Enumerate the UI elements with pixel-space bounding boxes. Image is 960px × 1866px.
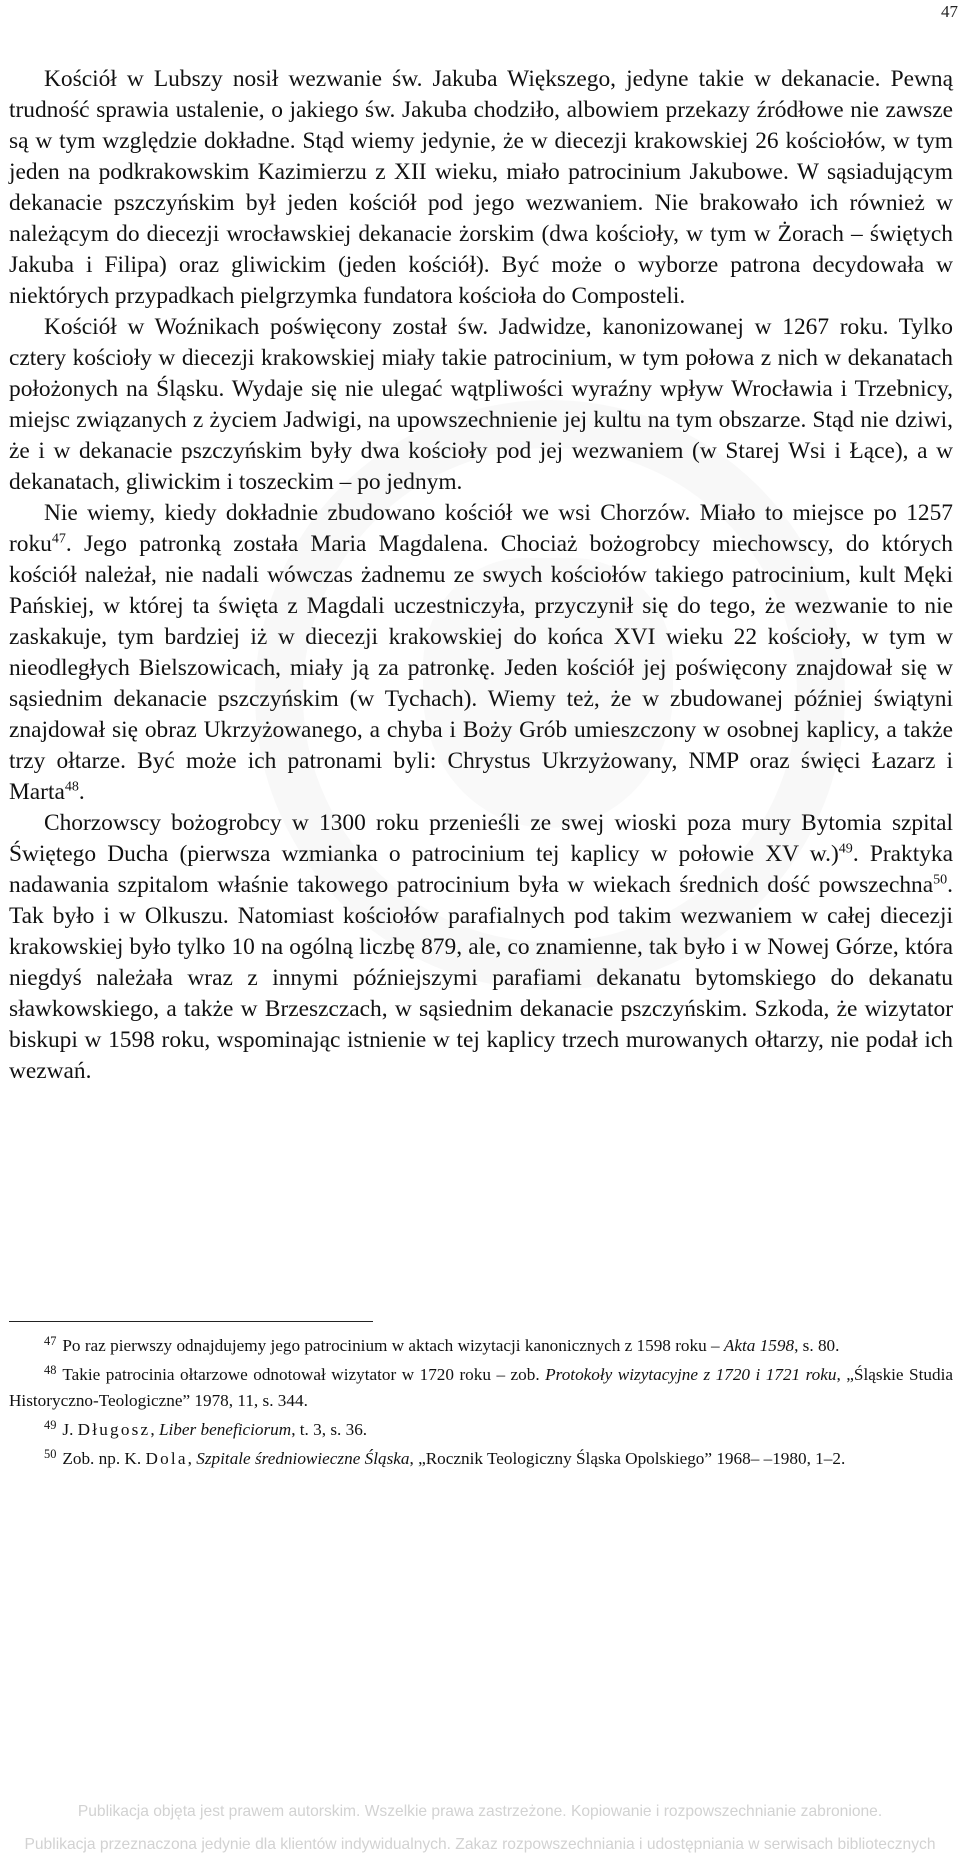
footnote-text-segment: , „Śląskie Studia Historyczno-Teologiczne” 1978, 11, s. 344.	[9, 1365, 953, 1410]
footnote-text-segment: Po raz pierwszy odnajdujemy jego patrocinium w aktach wizytacji kanonicznych z 1598 roku –	[62, 1336, 724, 1355]
copyright-notice-line-1: Publikacja objęta jest prawem autorskim. Wszelkie prawa zastrzeżone. Kopiowanie i rozpowszechnianie zabronione.	[77, 1803, 883, 1820]
copyright-notice-line-2: Publikacja przeznaczona jedynie dla klientów indywidualnych. Zakaz rozpowszechniania i udostępniania w serwisach bibliotecznych	[24, 1836, 936, 1853]
text-segment: Kościół w Woźnikach poświęcony został św. Jadwidze, kanonizowanej w 1267 roku. Tylko cztery kościoły w diecezji krakowskiej miały takie patrocinium, w tym połowa z nich w dekanatach położonych na Śląsku. Wydaje się nie ulegać wątpliwości wyraźny wpływ Wrocławia i Trzebnicy, miejsc związanych z życiem Jadwigi, na upowszechnienie jej kultu na tym obszarze. Stąd nie dziwi, że i w dekanacie pszczyńskim były dwa kościoły pod jej wezwaniem (w Starej Wsi i Łące), a w dekanatach, gliwickim i toszeckim – po jednym.	[9, 314, 953, 495]
footnote-text-segment: Zob. np. K.	[62, 1449, 146, 1468]
paragraph	[9, 498, 953, 808]
footnote-number: 47	[44, 1333, 57, 1348]
text-segment: Chorzowscy bożogrobcy w 1300 roku przenieśli ze swej wioski poza mury Bytomia szpital Świętego Ducha (pierwsza wzmianka o patrocinium tej kaplicy w połowie XV w.)	[9, 810, 953, 867]
text-segment: Nie wiemy, kiedy dokładnie zbudowano kościół we wsi Chorzów. Miało to miejsce po 1257 roku	[9, 500, 953, 557]
footnote-text-segment: Protokoły wizytacyjne z 1720 i 1721 roku	[545, 1365, 837, 1384]
footnote-number: 48	[44, 1362, 57, 1377]
footnote-ref: 47	[51, 530, 66, 547]
footnote-text-segment: Takie patrocinia ołtarzowe odnotował wizytator w 1720 roku – zob.	[62, 1365, 546, 1384]
footnotes	[9, 1333, 953, 1475]
footnote-text-segment: , t. 3, s. 36.	[291, 1420, 368, 1439]
text-segment: . Tak było i w Olkuszu. Natomiast kościołów parafialnych pod takim wezwaniem w całej diecezji krakowskiej było tylko 10 na ogólną liczbę 879, ale, co znamienne, tak było i w Nowej Górze, która niegdyś należała wraz z innymi późniejszymi parafiami dekanatu bytomskiego do dekanatu sławkowskiego, a także w Brzeszczach, w sąsiednim dekanacie pszczyńskim. Szkoda, że wizytator biskupi w 1598 roku, wspominając istnienie w tej kaplicy trzech murowanych ołtarzy, nie podał ich wezwań.	[9, 872, 953, 1084]
text-segment: . Jego patronką została Maria Magdalena. Chociaż bożogrobcy miechowscy, do których kościół należał, nie nadali wówczas żadnemu ze swych kościołów takiego patrocinium, kult Męki Pańskiej, w której ta święta z Magdali uczestniczyła, przyczynił się do tego, że wezwanie to nie zaskakuje, tym bardziej iż w diecezji krakowskiej do końca XVI wieku 22 kościoły, w tym w nieodległych Bielszowicach, miały ją za patronkę. Jeden kościół jej poświęcony znajdował się w sąsiednim dekanacie pszczyńskim (w Tychach). Wiemy też, że w zbudowanej później świątyni znajdował się obraz Ukrzyżowanego, a chyba i Boży Grób umieszczony w osobnej kaplicy, a także trzy ołtarze. Być może ich patronami byli: Chrystus Ukrzyżowany, NMP oraz święci Łazarz i Marta	[9, 531, 953, 805]
footnote-text-segment: Dola	[145, 1449, 188, 1468]
footnote-text-segment: , s. 80.	[794, 1336, 840, 1355]
paragraph	[9, 312, 953, 498]
footnote-text-segment: J.	[62, 1420, 78, 1439]
footnote-text-segment: Liber beneficiorum	[158, 1420, 292, 1439]
text-segment: .	[78, 779, 85, 805]
footnote-separator	[9, 1321, 373, 1322]
footnote-text-segment: , „Rocznik Teologiczny Śląska Opolskiego” 1968– –1980, 1–2.	[409, 1449, 846, 1468]
paragraph	[9, 808, 953, 1087]
footnote-48	[9, 1362, 953, 1414]
text-segment: . Praktyka nadawania szpitalom właśnie takowego patrocinium była w wiekach średnich dość powszechna	[9, 841, 953, 898]
paragraph	[9, 64, 953, 312]
main-text	[9, 64, 953, 1087]
footnote-text-segment: ,	[187, 1449, 197, 1468]
footnote-number: 50	[44, 1446, 57, 1461]
footnote-ref: 50	[933, 871, 948, 888]
footnote-50	[9, 1446, 953, 1472]
footnote-ref: 48	[64, 778, 79, 795]
page-number: 47	[941, 2, 958, 21]
text-segment: Kościół w Lubszy nosił wezwanie św. Jakuba Większego, jedyne takie w dekanacie. Pewną trudność sprawia ustalenie, o jakiego św. Jakuba chodziło, albowiem przekazy źródłowe nie zawsze są w tym względzie dokładne. Stąd wiemy jedynie, że w diecezji krakowskiej 26 kościołów, w tym jeden na podkrakowskim Kazimierzu z XII wieku, miało patrocinium Jakubowe. W sąsiadującym dekanacie pszczyńskim był jeden kościół pod jego wezwaniem. Nie brakowało ich również w należącym do diecezji wrocławskiej dekanacie żorskim (dwa kościoły, w tym w Żorach – świętych Jakuba i Filipa) oraz gliwickim (jeden kościół). Być może o wyborze patrona decydowała w niektórych przypadkach pielgrzymka fundatora kościoła do Composteli.	[9, 66, 953, 309]
footnote-text-segment: ,	[150, 1420, 159, 1439]
footnote-text-segment: Akta 1598	[723, 1336, 795, 1355]
footnote-47	[9, 1333, 953, 1359]
footnote-text-segment: Szpitale średniowieczne Śląska	[196, 1449, 410, 1468]
footnote-text-segment: Długosz	[77, 1420, 151, 1439]
footnote-ref: 49	[838, 840, 853, 857]
footnote-49	[9, 1417, 953, 1443]
footnote-number: 49	[44, 1417, 57, 1432]
